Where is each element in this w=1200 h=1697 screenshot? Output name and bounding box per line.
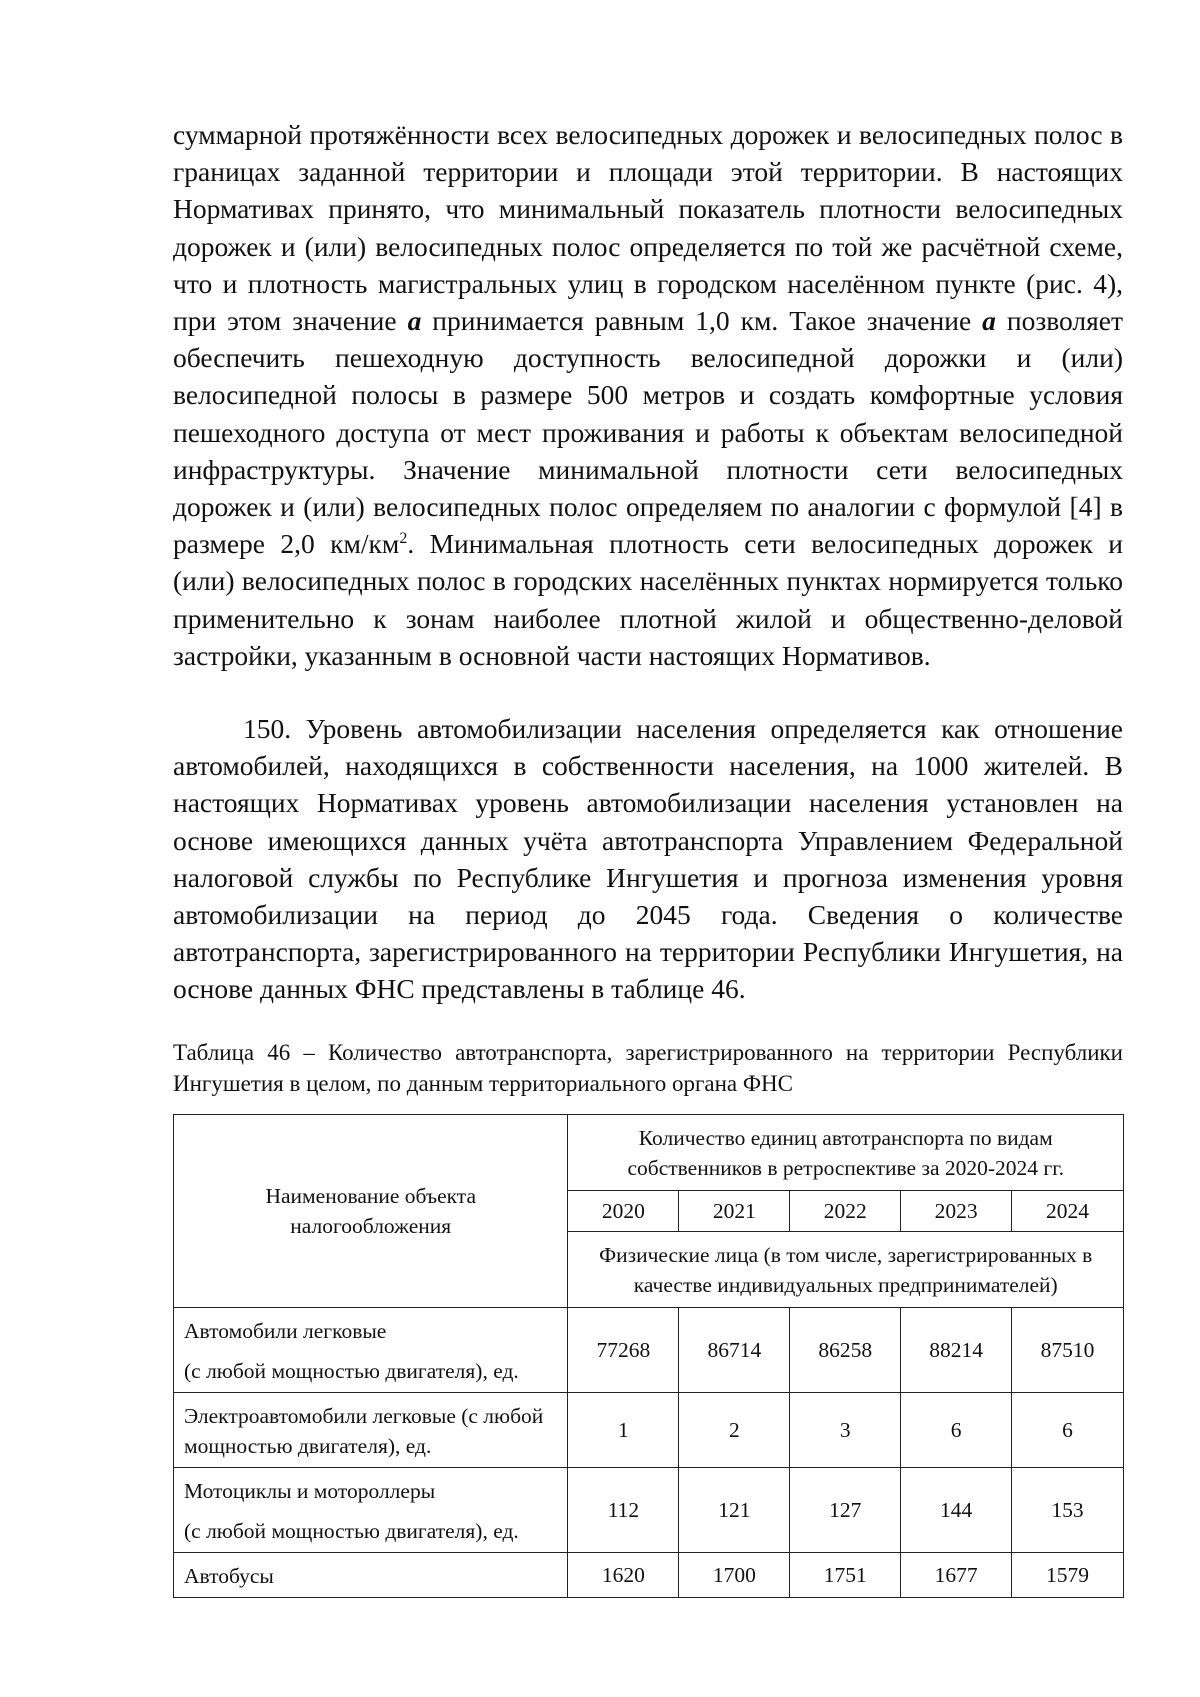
paragraph-text: позволяет обеспечить пешеходную доступность велосипедной дорожки и (или) велосипедной полосы в размере 500 метров и создать комфортные условия пешеходного доступа от мест проживания и работы к объектам велосипедной инфраструктуры. Значение минимальной плотности сети велосипедных дорожек и (или) велосипедных полос определяем по аналогии с формулой [4] в размере 2,0 км/км (173, 305, 1123, 560)
row-name-line: (с любой мощностью двигателя), ед. (184, 1359, 519, 1383)
paragraph-text: . Минимальная плотность сети велосипедных дорожек и (или) велосипедных полос в городских населённых пунктах нормируется только применительно к зонам наиболее плотной жилой и общественно-деловой застройки, указанным в основной части настоящих Нормативов. (173, 528, 1123, 671)
value-cell: 6 (1012, 1393, 1124, 1468)
table-caption: Таблица 46 – Количество автотранспорта, зарегистрированного на территории Республики Ингушетия в целом, по данным территориального органа ФНС (173, 1040, 1123, 1096)
value-cell: 1 (568, 1393, 679, 1468)
value-cell: 1751 (790, 1553, 901, 1598)
value-cell: 77268 (568, 1308, 679, 1393)
value-cell: 1620 (568, 1553, 679, 1598)
paragraph-text: суммарной протяжённости всех велосипедных дорожек и велосипедных полос в границах заданной территории и площади этой территории. В настоящих Нормативах принято, что минимальный показатель плотности велосипедных дорожек и (или) велосипедных полос определяется по той же расчётной схеме, что и плотность магистральных улиц в городском населённом пункте (рис. 4), при этом значение (173, 119, 1123, 337)
value-cell: 127 (790, 1468, 901, 1553)
value-cell: 153 (1012, 1468, 1124, 1553)
value-cell: 1579 (1012, 1553, 1124, 1598)
table-row (174, 1553, 1124, 1598)
header-group: Количество единиц автотранспорта по видам собственников в ретроспективе за 2020-2024 гг. (568, 1115, 1124, 1191)
value-cell: 6 (901, 1393, 1012, 1468)
value-cell: 88214 (901, 1308, 1012, 1393)
row-name: Электроавтомобили легковые (с любой мощностью двигателя), ед. (174, 1393, 568, 1468)
value-cell: 87510 (1012, 1308, 1124, 1393)
header-subgroup: Физические лица (в том числе, зарегистрированных в качестве индивидуальных предпринимателей) (568, 1232, 1124, 1308)
variable-a: a (407, 305, 422, 337)
table-row (174, 1468, 1124, 1553)
row-name-line: (с любой мощностью двигателя), ед. (184, 1519, 519, 1543)
table-row (174, 1308, 1124, 1393)
row-name-line: Мотоциклы и мотороллеры (184, 1479, 436, 1503)
value-cell: 1677 (901, 1553, 1012, 1598)
value-cell: 2 (679, 1393, 790, 1468)
value-cell: 1700 (679, 1553, 790, 1598)
paragraph-150-motorization: 150. Уровень автомобилизации населения определяется как отношение автомобилей, находящихся в собственности населения, на 1000 жителей. В настоящих Нормативах уровень автомобилизации населения установлен на основе имеющихся данных учёта автотранспорта Управлением Федеральной налоговой службы по Республике Ингушетия и прогноза изменения уровня автомобилизации на период до 2045 года. Сведения о количестве автотранспорта, зарегистрированного на территории Республики Ингушетия, на основе данных ФНС представлены в таблице 46. (173, 713, 1123, 1005)
year-cell: 2022 (790, 1191, 901, 1232)
year-cell: 2021 (679, 1191, 790, 1232)
year-cell: 2023 (901, 1191, 1012, 1232)
row-name (174, 1468, 568, 1553)
year-cell: 2020 (568, 1191, 679, 1232)
variable-a: a (982, 305, 996, 337)
value-cell: 112 (568, 1468, 679, 1553)
row-name-line: Автомобили легковые (184, 1319, 387, 1343)
paragraph-cycle-lanes (173, 116, 1123, 674)
value-cell: 86258 (790, 1308, 901, 1393)
row-name: Автобусы (174, 1553, 568, 1598)
header-object-name: Наименование объекта налогообложения (174, 1115, 568, 1308)
value-cell: 121 (679, 1468, 790, 1553)
value-cell: 144 (901, 1468, 1012, 1553)
row-name (174, 1308, 568, 1393)
vehicles-table (173, 1114, 1124, 1598)
year-cell: 2024 (1012, 1191, 1124, 1232)
paragraph-text: принимается равным 1,0 км. Такое значение (421, 305, 983, 337)
value-cell: 86714 (679, 1308, 790, 1393)
value-cell: 3 (790, 1393, 901, 1468)
table-row (174, 1393, 1124, 1468)
superscript: 2 (399, 530, 408, 548)
